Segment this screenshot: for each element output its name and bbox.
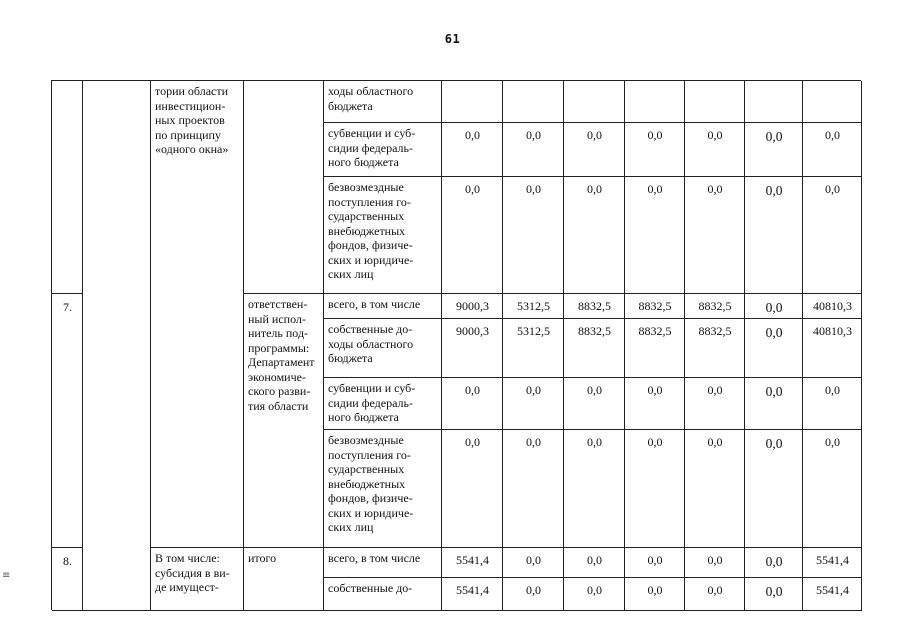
cell-value: 0,0 — [442, 177, 503, 294]
cell-index — [52, 81, 83, 294]
cell-value: 0,0 — [745, 319, 803, 378]
cell-source: ходы областного бюджета — [324, 81, 442, 123]
cell-value — [564, 81, 625, 123]
cell-value: 40810,3 — [803, 294, 862, 319]
cell-value: 0,0 — [625, 548, 685, 578]
cell-value: 0,0 — [745, 548, 803, 578]
cell-value: 5312,5 — [503, 319, 564, 378]
cell-value: 0,0 — [803, 430, 862, 548]
cell-executor: итого — [244, 548, 324, 611]
cell-value — [503, 81, 564, 123]
cell-value: 8832,5 — [564, 319, 625, 378]
cell-program — [83, 81, 151, 611]
cell-measure: тории области инвестицион- ных проектов по принципу «одного окна» — [151, 81, 244, 548]
cell-value — [803, 81, 862, 123]
cell-value: 8832,5 — [685, 319, 745, 378]
cell-value: 0,0 — [803, 378, 862, 430]
cell-value: 0,0 — [745, 294, 803, 319]
cell-value — [745, 81, 803, 123]
cell-value: 5312,5 — [503, 294, 564, 319]
cell-value: 0,0 — [745, 430, 803, 548]
cell-value: 0,0 — [503, 177, 564, 294]
cell-value: 0,0 — [564, 548, 625, 578]
cell-value: 0,0 — [685, 123, 745, 177]
cell-value — [685, 81, 745, 123]
cell-value: 0,0 — [564, 177, 625, 294]
cell-value: 0,0 — [625, 578, 685, 611]
cell-executor: ответствен- ный испол- нитель под- программы: Департамент экономиче- ского разви- тия области — [244, 294, 324, 548]
cell-value: 0,0 — [625, 430, 685, 548]
cell-source: собственные до- ходы областного бюджета — [324, 319, 442, 378]
cell-value: 0,0 — [442, 123, 503, 177]
cell-value: 0,0 — [685, 430, 745, 548]
cell-value — [442, 81, 503, 123]
cell-value: 0,0 — [564, 123, 625, 177]
cell-value: 8832,5 — [625, 294, 685, 319]
cell-source: безвозмездные поступления го- сударственных внебюджетных фондов, физиче- ских и юридиче- ских лиц — [324, 430, 442, 548]
cell-value: 0,0 — [745, 378, 803, 430]
cell-measure: В том числе: субсидия в ви- де имущест- — [151, 548, 244, 611]
cell-value: 0,0 — [503, 548, 564, 578]
cell-source: всего, в том числе — [324, 548, 442, 578]
cell-value: 9000,3 — [442, 294, 503, 319]
cell-value: 0,0 — [625, 123, 685, 177]
cell-value: 0,0 — [564, 430, 625, 548]
cell-value: 0,0 — [685, 177, 745, 294]
cell-value: 0,0 — [625, 378, 685, 430]
cell-value: 9000,3 — [442, 319, 503, 378]
cell-value: 5541,4 — [442, 578, 503, 611]
cell-value: 0,0 — [625, 177, 685, 294]
cell-value: 0,0 — [803, 177, 862, 294]
cell-value: 8832,5 — [625, 319, 685, 378]
cell-value: 0,0 — [442, 430, 503, 548]
cell-value: 40810,3 — [803, 319, 862, 378]
cell-value: 5541,4 — [803, 578, 862, 611]
cell-value: 0,0 — [503, 430, 564, 548]
cell-executor — [244, 81, 324, 294]
cell-source: безвозмездные поступления го- сударственных внебюджетных фондов, физиче- ских и юридиче- ских лиц — [324, 177, 442, 294]
cell-value: 5541,4 — [803, 548, 862, 578]
cell-value — [625, 81, 685, 123]
margin-mark: ≡ — [2, 570, 11, 581]
cell-index: 8. — [52, 548, 83, 611]
cell-value: 0,0 — [745, 123, 803, 177]
cell-source: субвенции и суб- сидии федераль- ного бюджета — [324, 378, 442, 430]
cell-value: 0,0 — [503, 578, 564, 611]
cell-value: 0,0 — [503, 123, 564, 177]
cell-value: 8832,5 — [685, 294, 745, 319]
page-number: 61 — [444, 32, 461, 46]
cell-value: 0,0 — [685, 378, 745, 430]
cell-value: 0,0 — [745, 177, 803, 294]
cell-value: 0,0 — [745, 578, 803, 611]
cell-value: 0,0 — [685, 578, 745, 611]
cell-value: 0,0 — [503, 378, 564, 430]
cell-value: 8832,5 — [564, 294, 625, 319]
cell-value: 0,0 — [564, 378, 625, 430]
cell-value: 0,0 — [442, 378, 503, 430]
cell-source: всего, в том числе — [324, 294, 442, 319]
cell-value: 0,0 — [803, 123, 862, 177]
cell-value: 5541,4 — [442, 548, 503, 578]
budget-table — [51, 80, 861, 610]
cell-index: 7. — [52, 294, 83, 548]
cell-value: 0,0 — [564, 578, 625, 611]
cell-source: собственные до- — [324, 578, 442, 611]
cell-value: 0,0 — [685, 548, 745, 578]
cell-source: субвенции и суб- сидии федераль- ного бюджета — [324, 123, 442, 177]
